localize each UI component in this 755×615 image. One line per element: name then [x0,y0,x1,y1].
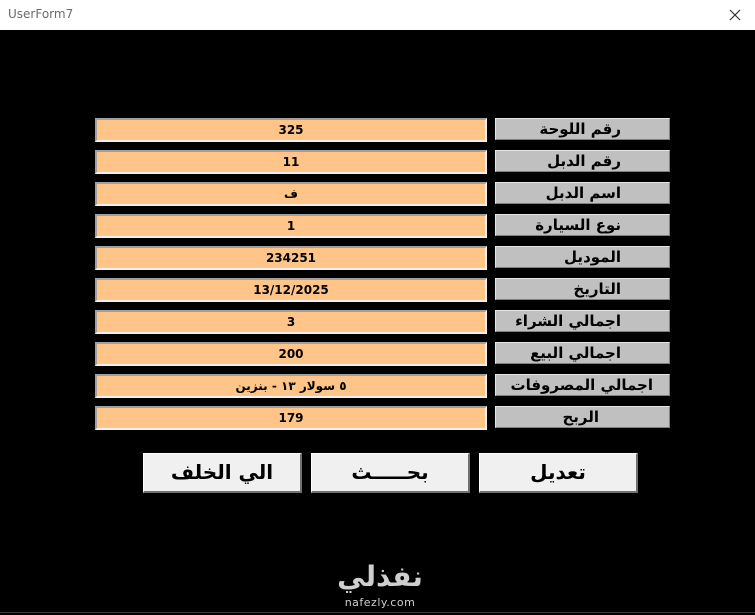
date-label: التاريخ [495,278,670,300]
watermark-latin-text: nafezly.com [344,596,416,609]
search-button[interactable]: بحـــــث [311,453,470,493]
total-purchase-input[interactable] [95,310,487,334]
profit-input[interactable] [95,406,487,430]
field-row-date [95,278,672,302]
model-label: الموديل [495,246,670,268]
total-purchase-label: اجمالي الشراء [495,310,670,332]
total-sale-input[interactable] [95,342,487,366]
bottom-divider [0,612,755,613]
dabl-number-label: رقم الدبل [495,150,670,172]
field-row-dabl-name [95,182,672,206]
plate-number-label: رقم اللوحة [495,118,670,140]
field-row-total-sale [95,342,672,366]
field-row-total-purchase [95,310,672,334]
field-row-total-expenses [95,374,672,398]
field-row-car-type [95,214,672,238]
close-button[interactable] [715,0,755,30]
dabl-name-label: اسم الدبل [495,182,670,204]
model-input[interactable] [95,246,487,270]
field-row-profit [95,406,672,430]
field-row-dabl-number [95,150,672,174]
field-row-plate-number [95,118,672,142]
total-expenses-input[interactable] [95,374,487,398]
car-type-input[interactable] [95,214,487,238]
car-type-label: نوع السيارة [495,214,670,236]
profit-label: الربح [495,406,670,428]
dabl-number-input[interactable] [95,150,487,174]
watermark-logo [330,560,430,612]
field-row-model [95,246,672,270]
plate-number-input[interactable] [95,118,487,142]
dabl-name-input[interactable] [95,182,487,206]
total-expenses-label: اجمالي المصروفات [495,374,670,396]
total-sale-label: اجمالي البيع [495,342,670,364]
date-input[interactable] [95,278,487,302]
title-bar [0,0,755,30]
back-button[interactable]: الي الخلف [143,453,302,493]
window-title: UserForm7 [8,7,74,21]
edit-button[interactable]: تعديل [479,453,638,493]
close-icon [729,9,741,21]
watermark-arabic-text: نفذلي [337,560,423,593]
